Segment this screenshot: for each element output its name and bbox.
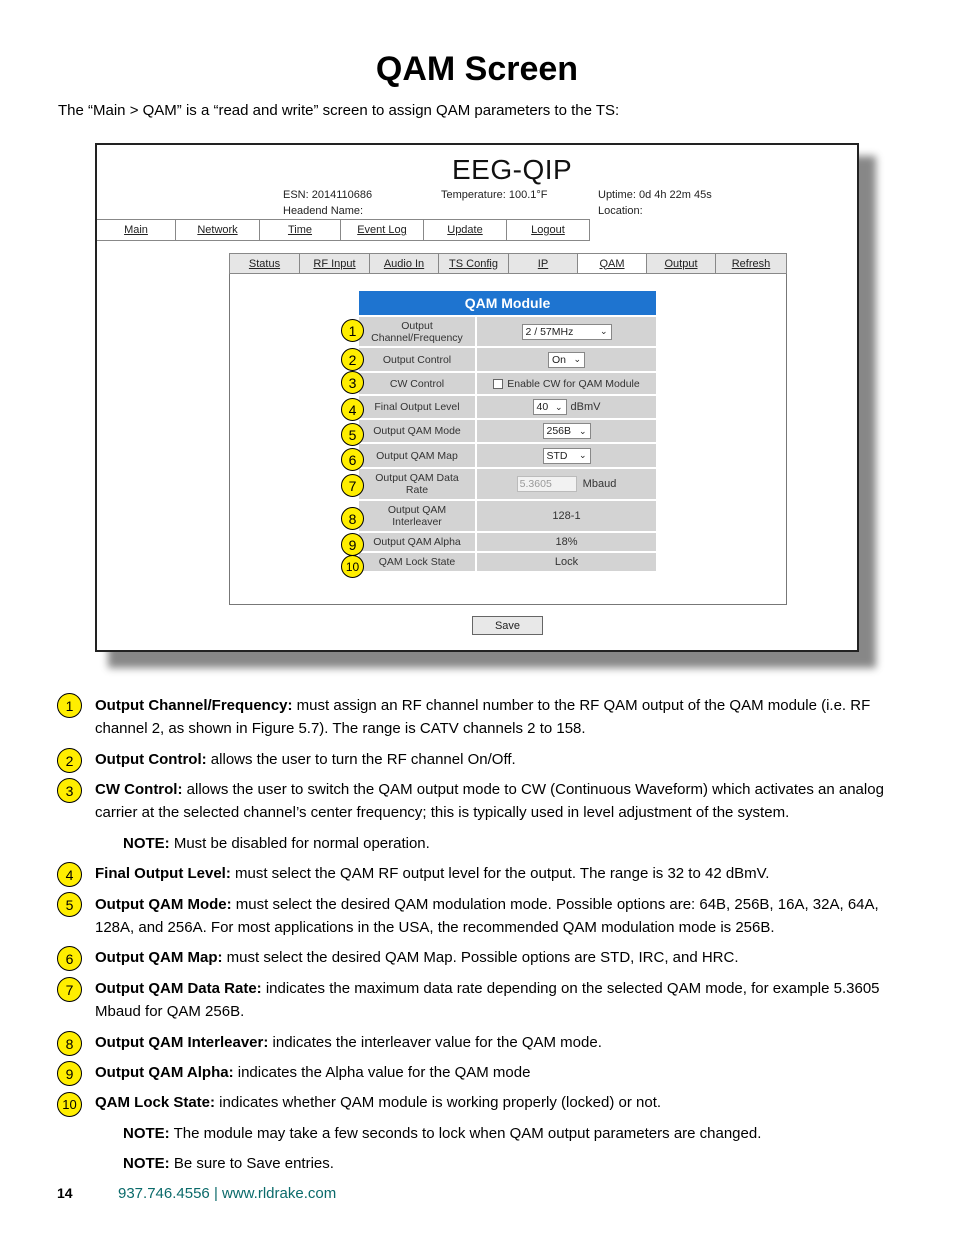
description-item — [95, 748, 895, 771]
headend-text: Headend Name: — [283, 205, 364, 217]
row-qam-data-rate — [359, 467, 656, 499]
tab-network[interactable]: Network — [176, 220, 260, 240]
callout-badge: 7 — [341, 474, 364, 497]
callout-badge: 5 — [341, 423, 364, 446]
row-label: CW Control — [359, 373, 477, 394]
tab-audio-in[interactable]: Audio In — [370, 254, 439, 273]
chevron-down-icon: ⌄ — [578, 425, 587, 436]
note-text: The module may take a few seconds to lock when QAM output parameters are changed. — [169, 1125, 762, 1142]
note — [123, 1125, 761, 1142]
qam-map-select[interactable] — [543, 448, 591, 464]
uptime-text: Uptime: 0d 4h 22m 45s — [598, 189, 712, 201]
chevron-down-icon: ⌄ — [599, 326, 608, 336]
tab-update[interactable]: Update — [424, 220, 507, 240]
item-term: QAM Lock State: — [95, 1094, 216, 1111]
tab-logout[interactable]: Logout — [507, 220, 590, 240]
output-control-select[interactable] — [548, 352, 585, 368]
qam-map-value: STD — [546, 449, 568, 462]
item-text: must select the desired QAM modulation mode. Possible options are: 64B, 256B, 16A, 32A, 64A, 128A, and 256A. For most applications in the USA, the recommended QAM modulation mode is 256B. — [95, 896, 879, 936]
page-number: 14 — [57, 1185, 73, 1201]
tab-ip[interactable]: IP — [509, 254, 578, 273]
esn-block — [283, 187, 372, 219]
item-term: Output Control: — [95, 751, 207, 768]
item-text: indicates whether QAM module is working properly (locked) or not. — [215, 1094, 662, 1111]
callout-badge: 8 — [341, 507, 364, 530]
row-qam-map — [359, 442, 656, 467]
output-level-select[interactable] — [533, 399, 567, 415]
row-qam-interleaver — [359, 499, 656, 531]
footer-website[interactable]: www.rldrake.com — [222, 1185, 337, 1202]
item-text: must assign an RF channel number to the RF QAM output of the QAM module (i.e. RF channel 2, as shown in Figure 5.7). The range is CATV channels 2 to 158. — [95, 697, 871, 737]
row-label: Output QAM Mode — [359, 420, 477, 442]
item-text: indicates the Alpha value for the QAM mode — [233, 1064, 531, 1081]
footer-separator: | — [213, 1185, 218, 1202]
row-label: Output QAM Data Rate — [359, 469, 477, 499]
callout-badge: 3 — [341, 371, 364, 394]
tab-refresh[interactable]: Refresh — [716, 254, 786, 273]
description-item — [95, 694, 895, 740]
callout-badge: 10 — [341, 555, 364, 578]
item-term: Output QAM Mode: — [95, 896, 232, 913]
row-final-output-level — [359, 394, 656, 418]
item-badge: 7 — [57, 977, 82, 1002]
description-item — [95, 862, 895, 885]
page-title: QAM Screen — [375, 50, 579, 88]
row-qam-mode — [359, 418, 656, 442]
note-label: NOTE: — [123, 1125, 170, 1142]
callout-badge: 4 — [341, 398, 364, 421]
qam-module-title: QAM Module — [359, 291, 656, 315]
uptime-block — [598, 187, 712, 219]
esn-text: ESN: 2014110686 — [283, 189, 373, 201]
output-level-value: 40 — [536, 401, 549, 413]
note — [123, 1155, 334, 1172]
note — [123, 835, 430, 852]
tab-event-log[interactable]: Event Log — [341, 220, 424, 240]
item-badge: 4 — [57, 862, 82, 887]
description-item — [95, 977, 895, 1023]
cw-checkbox[interactable] — [493, 379, 503, 389]
tab-ts-config[interactable]: TS Config — [439, 254, 509, 273]
note-text: Must be disabled for normal operation. — [169, 835, 430, 852]
item-badge: 3 — [57, 778, 82, 803]
callout-badge: 6 — [341, 448, 364, 471]
row-label: Output QAM Map — [359, 444, 477, 467]
row-label: Output Control — [359, 348, 477, 371]
alpha-value: 18% — [555, 536, 578, 548]
callout-badge: 1 — [341, 319, 364, 342]
item-term: Output QAM Alpha: — [95, 1064, 234, 1081]
description-item — [95, 1031, 895, 1054]
footer-phone: 937.746.4556 — [118, 1185, 210, 1202]
row-output-channel — [359, 315, 656, 346]
sub-nav — [229, 253, 787, 274]
tab-rf-input[interactable]: RF Input — [300, 254, 370, 273]
item-term: CW Control: — [95, 781, 183, 798]
chevron-down-icon: ⌄ — [554, 401, 563, 412]
note-label: NOTE: — [123, 835, 170, 852]
row-label: Final Output Level — [359, 396, 477, 418]
output-control-value: On — [552, 353, 567, 366]
item-text: indicates the interleaver value for the QAM mode. — [268, 1034, 602, 1051]
output-level-unit: dBmV — [570, 401, 601, 413]
footer-contact — [118, 1185, 336, 1202]
lock-state-value: Lock — [554, 556, 579, 568]
item-term: Output QAM Interleaver: — [95, 1034, 269, 1051]
item-text: must select the desired QAM Map. Possible options are STD, IRC, and HRC. — [222, 949, 739, 966]
item-badge: 8 — [57, 1031, 82, 1056]
item-term: Output Channel/Frequency: — [95, 697, 293, 714]
description-item — [95, 1091, 895, 1114]
item-term: Final Output Level: — [95, 865, 231, 882]
channel-select-value: 2 / 57MHz — [525, 325, 574, 338]
save-button[interactable]: Save — [472, 616, 543, 635]
callout-badge: 9 — [341, 533, 364, 556]
item-text: allows the user to turn the RF channel On/Off. — [206, 751, 516, 768]
row-label: Output Channel/Frequency — [359, 317, 477, 346]
location-text: Location: — [598, 205, 643, 217]
callout-badge: 2 — [341, 348, 364, 371]
main-nav — [97, 219, 590, 241]
tab-time[interactable]: Time — [260, 220, 341, 240]
tab-status[interactable]: Status — [230, 254, 300, 273]
item-badge: 1 — [57, 693, 82, 718]
description-item — [95, 946, 895, 969]
item-term: Output QAM Data Rate: — [95, 980, 262, 997]
item-badge: 6 — [57, 946, 82, 971]
qam-mode-value: 256B — [546, 425, 572, 437]
note-text: Be sure to Save entries. — [169, 1155, 334, 1172]
cw-checkbox-label: Enable CW for QAM Module — [507, 377, 640, 390]
item-badge: 9 — [57, 1061, 82, 1086]
chevron-down-icon: ⌄ — [573, 354, 581, 364]
row-label: Output QAM Alpha — [359, 533, 477, 551]
tab-output[interactable]: Output — [647, 254, 716, 273]
item-text: allows the user to switch the QAM output mode to CW (Continuous Waveform) which activates an analog carrier at the selected channel’s center frequency; this is typically used in level adjustment of the system. — [95, 781, 884, 821]
row-output-control — [359, 346, 656, 371]
qam-module-table — [359, 291, 656, 571]
data-rate-unit: Mbaud — [582, 478, 617, 490]
temperature-text: Temperature: 100.1°F — [441, 189, 548, 201]
description-item — [95, 1061, 895, 1084]
qam-screen-figure — [95, 143, 859, 652]
channel-select[interactable] — [522, 324, 612, 340]
row-qam-alpha — [359, 531, 656, 551]
chevron-down-icon: ⌄ — [578, 450, 587, 460]
note-label: NOTE: — [123, 1155, 170, 1172]
app-title: EEG-QIP — [452, 154, 573, 185]
tab-qam[interactable]: QAM — [578, 254, 647, 273]
row-label: QAM Lock State — [359, 553, 477, 571]
tab-main[interactable]: Main — [97, 220, 176, 240]
item-text: must select the QAM RF output level for the output. The range is 32 to 42 dBmV. — [230, 865, 770, 882]
item-badge: 2 — [57, 748, 82, 773]
item-term: Output QAM Map: — [95, 949, 223, 966]
intro-text: The “Main > QAM” is a “read and write” screen to assign QAM parameters to the TS: — [58, 102, 620, 119]
row-lock-state — [359, 551, 656, 571]
item-badge: 10 — [57, 1092, 82, 1117]
item-badge: 5 — [57, 892, 82, 917]
item-text: indicates the maximum data rate depending on the selected QAM mode, for example 5.3605 Mbaud for QAM 256B. — [95, 980, 880, 1020]
data-rate-field[interactable]: 5.3605 — [517, 476, 577, 492]
interleaver-value: 128-1 — [552, 510, 581, 522]
qam-mode-select[interactable] — [543, 423, 591, 439]
row-label: Output QAM Interleaver — [359, 501, 477, 531]
row-cw-control — [359, 371, 656, 394]
description-item — [95, 778, 895, 824]
description-item — [95, 893, 895, 939]
